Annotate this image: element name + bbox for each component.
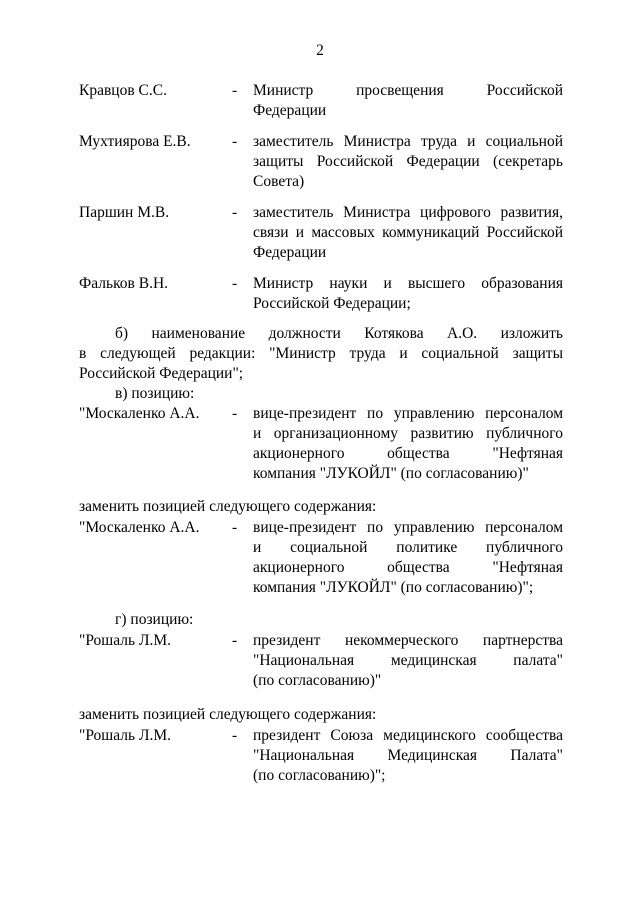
position-line: защиты Российской Федерации (секретарь — [253, 153, 563, 170]
position-line: Совета) — [253, 173, 305, 190]
position-line: Российской Федерации; — [253, 295, 411, 312]
position-line: и социальной политике публичного — [253, 539, 563, 556]
dash: - — [232, 632, 238, 649]
position-line: компания "ЛУКОЙЛ" (по согласованию)"; — [253, 579, 534, 596]
dash: - — [232, 204, 238, 221]
member-position — [253, 631, 563, 691]
member-name: Мухтиярова Е.В. — [79, 133, 191, 150]
member-position — [253, 518, 563, 598]
position-line: Министр просвещения Российской — [253, 82, 563, 99]
amendment-v-label: в) позицию: — [115, 385, 195, 402]
position-line: Федерации — [253, 244, 327, 261]
member-position — [253, 274, 563, 314]
member-name: "Рошаль Л.М. — [79, 632, 171, 649]
dash: - — [232, 82, 238, 99]
member-name: Кравцов С.С. — [79, 82, 167, 99]
position-line: заместитель Министра цифрового развития, — [253, 204, 563, 221]
member-position — [253, 203, 563, 263]
member-position — [253, 404, 563, 484]
member-position — [253, 81, 563, 121]
position-line: акционерного общества "Нефтяная — [253, 559, 563, 576]
dash: - — [232, 133, 238, 150]
member-name: Паршин М.В. — [79, 204, 170, 221]
position-line: и организационному развитию публичного — [253, 425, 563, 442]
position-line: вице-президент по управлению персоналом — [253, 519, 563, 536]
paragraph-line: б) наименование должности Котякова А.О. изложить — [115, 325, 563, 342]
amendment-b — [79, 324, 563, 384]
amendment-g-label: г) позицию: — [115, 611, 194, 628]
position-line: "Национальная медицинская палата" — [253, 652, 563, 669]
position-line: президент Союза медицинского сообщества — [253, 727, 563, 744]
position-line: компания "ЛУКОЙЛ" (по согласованию)" — [253, 465, 529, 482]
page-number: 2 — [316, 42, 324, 59]
position-line: Федерации — [253, 102, 327, 119]
position-line: заместитель Министра труда и социальной — [253, 133, 563, 150]
member-name: "Москаленко А.А. — [79, 519, 200, 536]
paragraph-line: Российской Федерации"; — [79, 365, 244, 382]
member-position — [253, 726, 563, 786]
position-line: (по согласованию)"; — [253, 767, 386, 784]
replace-label: заменить позицией следующего содержания: — [79, 498, 377, 515]
member-name: "Рошаль Л.М. — [79, 727, 171, 744]
member-name: "Москаленко А.А. — [79, 405, 200, 422]
paragraph-line: в следующей редакции: "Министр труда и социальной защиты — [79, 345, 563, 362]
position-line: Министр науки и высшего образования — [253, 275, 563, 292]
position-line: вице-президент по управлению персоналом — [253, 405, 563, 422]
member-position — [253, 132, 563, 192]
dash: - — [232, 519, 238, 536]
position-line: связи и массовых коммуникаций Российской — [253, 224, 563, 241]
position-line: (по согласованию)" — [253, 672, 382, 689]
dash: - — [232, 275, 238, 292]
position-line: "Национальная Медицинская Палата" — [253, 747, 563, 764]
position-line: акционерного общества "Нефтяная — [253, 445, 563, 462]
dash: - — [232, 727, 238, 744]
dash: - — [232, 405, 238, 422]
replace-label: заменить позицией следующего содержания: — [79, 706, 377, 723]
member-name: Фальков В.Н. — [79, 275, 169, 292]
position-line: президент некоммерческого партнерства — [253, 632, 563, 649]
